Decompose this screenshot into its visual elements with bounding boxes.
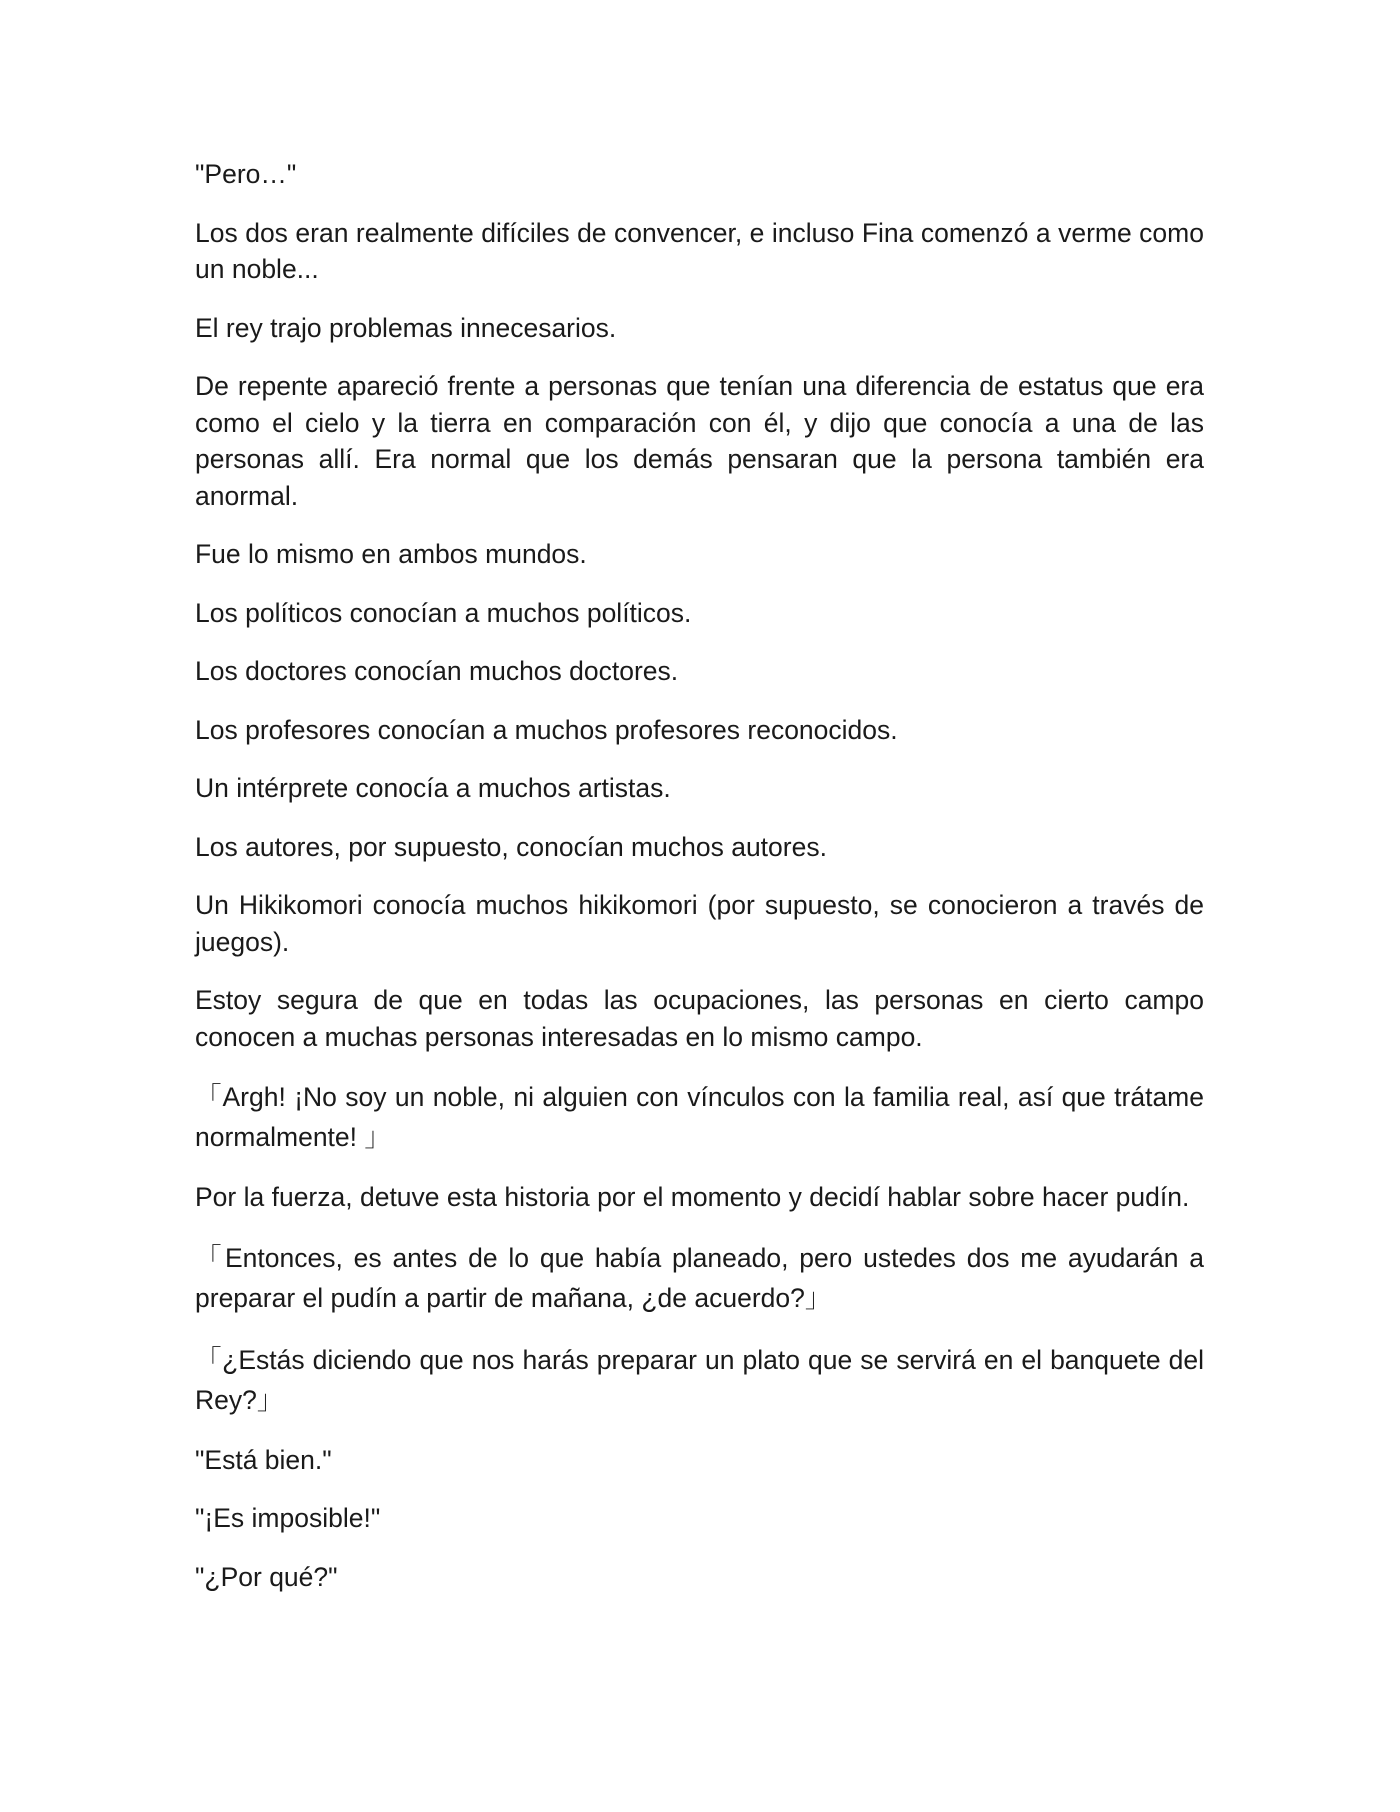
paragraph-performer: Un intérprete conocía a muchos artistas. xyxy=(195,773,671,803)
paragraph-pero: "Pero…" xyxy=(195,159,297,189)
paragraph-politicians: Los políticos conocían a muchos políticos. xyxy=(195,597,692,628)
paragraph-king-problems: El rey trajo problemas innecesarios. xyxy=(195,312,617,343)
dialog-prepare-pudding: 「Entonces, es antes de lo que había planeado, pero ustedes dos me ayudarán a preparar el pudín a partir de mañana, ¿de acuerdo?」 xyxy=(195,1242,1204,1313)
paragraph-esta-bien: "Está bien." xyxy=(195,1444,332,1475)
dialog-not-a-noble: 「Argh! ¡No soy un noble, ni alguien con vínculos con la familia real, así que trátame normalmente! 」 xyxy=(195,1082,1204,1152)
paragraph-pudding-talk: Por la fuerza, detuve esta historia por el momento y decidí hablar sobre hacer pudín. xyxy=(195,1182,1190,1212)
paragraph-es-imposible: "¡Es imposible!" xyxy=(195,1503,381,1533)
paragraph-both-worlds: Fue lo mismo en ambos mundos. xyxy=(195,539,587,569)
dialog-king-banquet: 「¿Estás diciendo que nos harás preparar un plato que se servirá en el banquete del Rey?」 xyxy=(195,1344,1204,1415)
paragraph-difficult-to-convince: Los dos eran realmente difíciles de convencer, e incluso Fina comenzó a verme como un noble... xyxy=(195,217,1204,284)
paragraph-professors: Los profesores conocían a muchos profesores reconocidos. xyxy=(195,714,898,745)
paragraph-authors: Los autores, por supuesto, conocían muchos autores. xyxy=(195,831,827,862)
paragraph-por-que: "¿Por qué?" xyxy=(195,1561,338,1592)
paragraph-doctors: Los doctores conocían muchos doctores. xyxy=(195,656,679,686)
document-page xyxy=(195,156,1204,1617)
paragraph-hikikomori: Un Hikikomori conocía muchos hikikomori (por supuesto, se conocieron a través de juegos). xyxy=(195,890,1204,957)
paragraph-occupations: Estoy segura de que en todas las ocupaciones, las personas en cierto campo conocen a muchas personas interesadas en lo mismo campo. xyxy=(195,985,1204,1052)
paragraph-status-difference: De repente apareció frente a personas que tenían una diferencia de estatus que era como el cielo y la tierra en comparación con él, y dijo que conocía a una de las personas allí. Era normal que los demás pensaran que la persona también era anormal. xyxy=(195,371,1204,511)
